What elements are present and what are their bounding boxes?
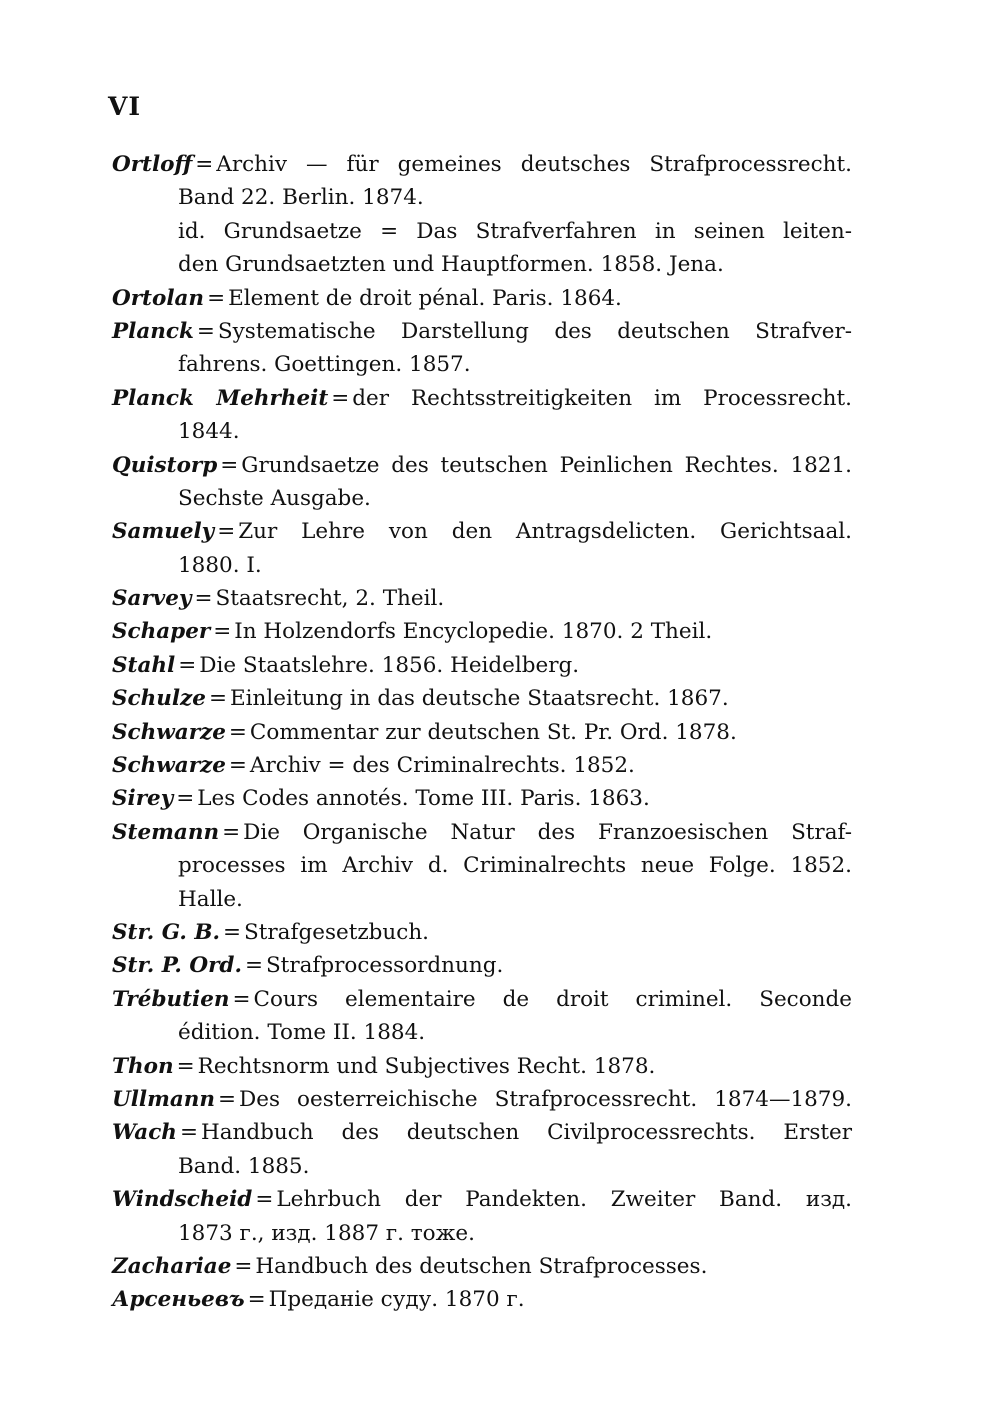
entry-text: Strafgesetzbuch. [244, 919, 429, 945]
entry-first-line [112, 1116, 852, 1149]
entry-author: Schulze [112, 686, 206, 712]
entry-text: Staatsrecht, 2. Theil. [215, 586, 445, 612]
entry-text: Archiv — für gemeines deutsches Strafprocessrecht. [216, 152, 852, 177]
entry-continuation-line [112, 549, 852, 582]
entry-first-line [112, 949, 852, 982]
entry-text: 1844. [178, 419, 240, 445]
entry-continuation-line [112, 415, 852, 448]
equals-separator: = [244, 953, 263, 979]
entry-text: Преданіе суду. 1870 г. [268, 1287, 525, 1313]
entry-continuation-line [112, 1150, 852, 1183]
entry-text: Die Organische Natur des Franzoesischen Straf- [243, 819, 852, 845]
equals-separator: = [196, 318, 215, 344]
entry-first-line [112, 749, 852, 782]
entry-author: Planck Mehrheit [112, 385, 329, 411]
bibliography-entry [112, 382, 852, 449]
equals-separator: = [247, 1287, 266, 1313]
entry-text: Des oesterreichische Strafprocessrecht. 1874—1879. [239, 1086, 852, 1112]
entry-continuation-line [112, 1217, 852, 1250]
entry-first-line [112, 649, 852, 682]
entry-text: Lehrbuch der Pandekten. Zweiter Band. изд. [276, 1187, 852, 1213]
equals-separator: = [331, 385, 350, 411]
entry-continuation-line [112, 348, 852, 381]
entry-first-line [112, 716, 852, 749]
entry-text: Sechste Ausgabe. [178, 485, 371, 511]
entry-author: Samuely [112, 519, 215, 545]
bibliography-entry [112, 916, 852, 949]
entry-text: Systematische Darstellung des deutschen Strafver- [217, 318, 852, 344]
bibliography-entry [112, 782, 852, 815]
entry-text: Die Staatslehre. 1856. Heidelberg. [199, 652, 580, 678]
entry-first-line [112, 582, 852, 615]
bibliography-entry [112, 148, 852, 215]
equals-separator: = [232, 986, 251, 1012]
bibliography-entry [112, 1116, 852, 1183]
entry-text: Handbuch des deutschen Strafprocesses. [255, 1253, 708, 1279]
page-number: VI [108, 92, 142, 121]
entry-first-line [112, 449, 852, 482]
entry-text: Einleitung in das deutsche Staatsrecht. 1867. [229, 686, 729, 712]
entry-author: Thon [112, 1053, 174, 1079]
entry-text: Rechtsnorm und Subjectives Recht. 1878. [197, 1053, 656, 1079]
equals-separator: = [228, 719, 247, 745]
entry-first-line [112, 315, 852, 348]
entry-text: Les Codes annotés. Tome III. Paris. 1863. [197, 786, 650, 812]
entry-continuation-line [112, 248, 852, 281]
equals-separator: = [228, 753, 247, 779]
bibliography-entry [112, 983, 852, 1050]
entry-author: Wach [112, 1120, 177, 1146]
entry-first-line [112, 148, 852, 181]
entry-first-line [112, 983, 852, 1016]
entry-text: Grundsaetze des teutschen Peinlichen Rechtes. 1821. [241, 452, 852, 478]
entry-text: Strafprocessordnung. [265, 953, 504, 979]
entry-first-line [112, 1283, 852, 1316]
bibliography-entry [112, 215, 852, 282]
entry-first-line [112, 615, 852, 648]
bibliography-entry [112, 682, 852, 715]
entry-author: Sirey [112, 786, 174, 812]
bibliography-entry [112, 1183, 852, 1250]
bibliography-list [112, 148, 852, 1317]
equals-separator: = [234, 1253, 253, 1279]
equals-separator: = [207, 285, 226, 311]
equals-separator: = [217, 519, 236, 545]
entry-author: Sarvey [112, 586, 192, 612]
entry-text: Archiv = des Criminalrechts. 1852. [249, 753, 635, 779]
entry-first-line [112, 382, 852, 415]
entry-author: Ortloff [112, 152, 193, 177]
equals-separator: = [208, 686, 227, 712]
entry-author: Stemann [112, 819, 220, 845]
entry-author: Trébutien [112, 986, 230, 1012]
entry-text: In Holzendorfs Encyclopedie. 1870. 2 Theil. [234, 619, 713, 645]
equals-separator: = [195, 152, 214, 177]
equals-separator: = [176, 786, 195, 812]
bibliography-entry [112, 449, 852, 516]
entry-first-line [112, 916, 852, 949]
entry-first-line [112, 782, 852, 815]
entry-author: Str. G. B. [112, 919, 221, 945]
equals-separator: = [179, 1120, 198, 1146]
equals-separator: = [220, 452, 239, 478]
equals-separator: = [223, 919, 242, 945]
equals-separator: = [222, 819, 241, 845]
entry-author: Quistorp [112, 452, 218, 478]
entry-text: processes im Archiv d. Criminalrechts neue Folge. 1852. [178, 853, 852, 879]
equals-separator: = [255, 1187, 274, 1213]
entry-continuation-line [112, 181, 852, 214]
entry-author: Schaper [112, 619, 211, 645]
entry-author: Stahl [112, 652, 176, 678]
entry-continuation-line [112, 883, 852, 916]
entry-author: Ullmann [112, 1086, 216, 1112]
entry-author: Planck [112, 318, 194, 344]
equals-separator: = [194, 586, 213, 612]
bibliography-entry [112, 582, 852, 615]
entry-author: Zachariae [112, 1253, 232, 1279]
entry-text: Band. 1885. [178, 1153, 310, 1179]
bibliography-entry [112, 1083, 852, 1116]
entry-text: Element de droit pénal. Paris. 1864. [228, 285, 622, 311]
bibliography-entry [112, 1250, 852, 1283]
bibliography-entry [112, 282, 852, 315]
bibliography-entry [112, 949, 852, 982]
equals-separator: = [176, 1053, 195, 1079]
entry-text: Cours elementaire de droit criminel. Seconde [253, 986, 852, 1012]
entry-text: den Grundsaetzten und Hauptformen. 1858. Jena. [178, 252, 724, 278]
entry-first-line [112, 1183, 852, 1216]
bibliography-entry [112, 716, 852, 749]
entry-first-line [112, 282, 852, 315]
entry-text: édition. Tome II. 1884. [178, 1020, 426, 1046]
bibliography-entry [112, 749, 852, 782]
entry-continuation-line [112, 482, 852, 515]
entry-text: Zur Lehre von den Antragsdelicten. Gerichtsaal. [238, 519, 852, 545]
entry-author: Str. P. Ord. [112, 953, 242, 979]
entry-text: 1873 г., изд. 1887 г. тоже. [178, 1220, 475, 1246]
entry-author: Арсеньевъ [112, 1287, 245, 1313]
entry-text: Halle. [178, 886, 243, 912]
entry-text: Band 22. Berlin. 1874. [178, 185, 424, 211]
bibliography-entry [112, 816, 852, 916]
entry-text: der Rechtsstreitigkeiten im Processrecht. [352, 385, 853, 411]
entry-continuation-line [112, 849, 852, 882]
bibliography-entry [112, 315, 852, 382]
entry-first-line [112, 682, 852, 715]
equals-separator: = [178, 652, 197, 678]
entry-text: 1880. I. [178, 552, 262, 578]
equals-separator: = [218, 1086, 237, 1112]
entry-text: id. Grundsaetze = Das Strafverfahren in seinen leiten- [178, 218, 852, 244]
bibliography-entry [112, 649, 852, 682]
entry-author: Schwarze [112, 719, 226, 745]
entry-text: fahrens. Goettingen. 1857. [178, 352, 471, 378]
entry-text: Handbuch des deutschen Civilprocessrechts. Erster [200, 1120, 852, 1146]
bibliography-entry [112, 615, 852, 648]
entry-first-line [112, 1083, 852, 1116]
entry-first-line [112, 816, 852, 849]
bibliography-entry [112, 515, 852, 582]
entry-first-line [112, 515, 852, 548]
bibliography-entry [112, 1050, 852, 1083]
entry-first-line [112, 215, 852, 248]
entry-author: Windscheid [112, 1187, 253, 1213]
entry-first-line [112, 1050, 852, 1083]
entry-author: Ortolan [112, 285, 205, 311]
entry-text: Commentar zur deutschen St. Pr. Ord. 1878. [249, 719, 737, 745]
bibliography-entry [112, 1283, 852, 1316]
entry-first-line [112, 1250, 852, 1283]
entry-continuation-line [112, 1016, 852, 1049]
equals-separator: = [213, 619, 232, 645]
entry-author: Schwarze [112, 753, 226, 779]
